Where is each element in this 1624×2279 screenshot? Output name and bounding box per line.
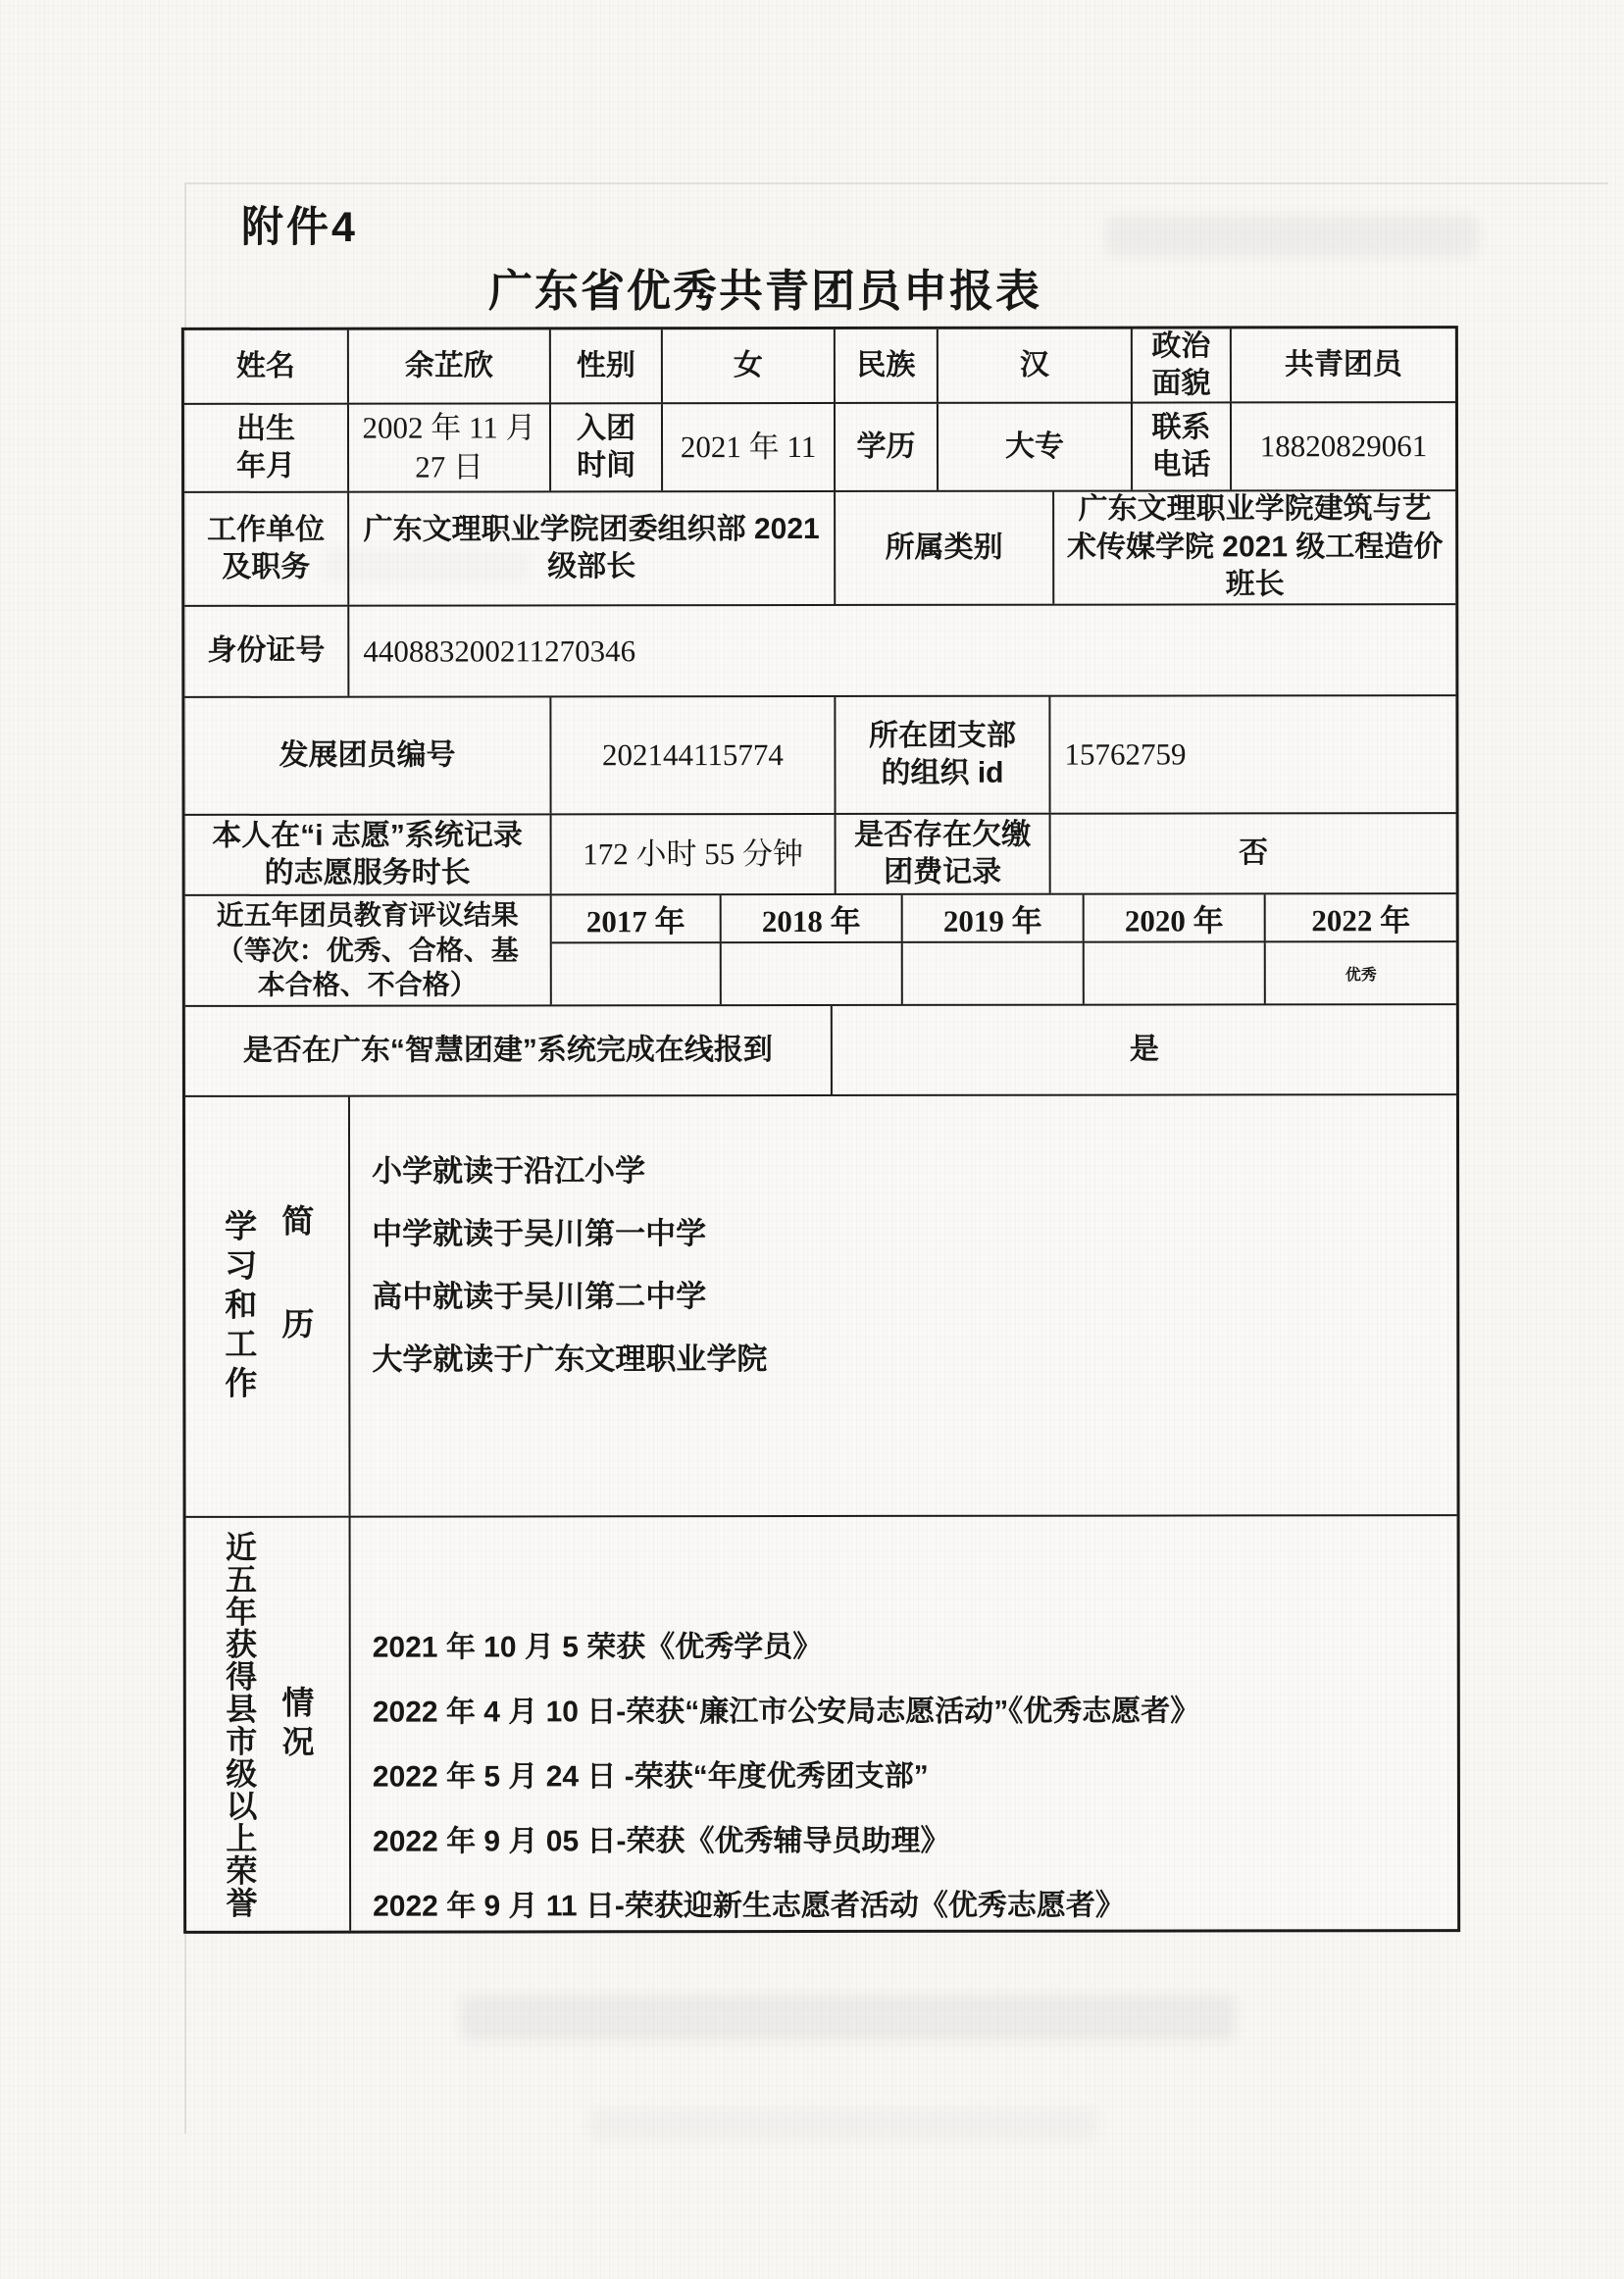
row-work-category: [184, 491, 1455, 607]
honor-line: 2022 年 4 月 10 日-荣获“廉江市公安局志愿活动”《优秀志愿者》: [372, 1695, 1200, 1729]
scan-bleedthrough-smudge: [588, 2108, 1098, 2142]
review-years-grid: [552, 894, 1456, 1004]
honor-line: 2021 年 10 月 5 荣获《优秀学员》: [372, 1630, 823, 1664]
year-2018-header: 2018 年: [722, 895, 903, 941]
org-id-label: 所在团支部 的组织 id: [836, 697, 1050, 813]
name-label: 姓名: [184, 330, 349, 403]
category-value: 广东文理职业学院建筑与艺 术传媒学院 2021 级工程造价 班长: [1066, 492, 1444, 601]
birth-date-label: 出生 年月: [184, 405, 349, 491]
honors-header-main: 近五年获得县市级以上荣誉: [221, 1530, 258, 1919]
year-2022-header: 2022 年: [1311, 903, 1411, 938]
year-2017-header: 2017 年: [552, 895, 722, 941]
scan-bleedthrough-smudge: [461, 1996, 1236, 2041]
honors-header-sub: 情况: [278, 1685, 315, 1764]
row-honors: [186, 1516, 1458, 1931]
id-number-label: 身份证号: [184, 607, 349, 696]
ethnicity-value: 汉: [939, 329, 1133, 402]
work-unit-label: 工作单位 及职务: [184, 493, 349, 605]
history-line: 大学就读于广东文理职业学院: [372, 1342, 768, 1377]
phone-label: 联系 电话: [1133, 403, 1232, 489]
name-value: 余芷欣: [349, 329, 551, 402]
id-number-value: 440883200211270346: [363, 633, 636, 669]
year-2022-result: 优秀: [1345, 966, 1377, 984]
study-work-history-content: [350, 1095, 1457, 1516]
study-work-history-header-main: 学习和工作: [221, 1208, 258, 1405]
row-dates-contact: [184, 403, 1455, 493]
study-work-history-header: [185, 1097, 351, 1516]
row-volunteer-arrears: [185, 814, 1456, 896]
year-2020-header: 2020 年: [1085, 894, 1266, 940]
birth-date-value: 2002 年 11 月 27 日: [349, 404, 551, 490]
join-league-date-value: 2021 年 11: [663, 404, 836, 490]
review-year-values: [552, 942, 1456, 1004]
fee-arrears-label: 是否存在欠缴 团费记录: [837, 815, 1051, 893]
gender-label: 性别: [551, 329, 663, 402]
ethnicity-label: 民族: [836, 329, 939, 402]
review-year-headers: [552, 894, 1456, 943]
online-checkin-label: 是否在广东“智慧团建”系统完成在线报到: [185, 1006, 833, 1095]
study-work-history-header-sub: 简历: [278, 1203, 315, 1410]
gender-value: 女: [663, 329, 836, 402]
row-study-work-history: [185, 1095, 1457, 1518]
honor-line: 2022 年 9 月 05 日-荣获《优秀辅导员助理》: [372, 1824, 950, 1858]
year-2019-result: [903, 943, 1085, 1004]
honors-content: [351, 1516, 1458, 1931]
row-online-checkin: [185, 1005, 1456, 1097]
year-2020-result: [1085, 942, 1266, 1003]
attachment-label: 附件4: [241, 204, 358, 251]
review-results-label: 近五年团员教育评议结果 （等次：优秀、合格、基 本合格、不合格）: [185, 895, 552, 1005]
application-form-table: [181, 326, 1460, 1934]
education-value: 大专: [939, 404, 1133, 490]
work-unit-value: 广东文理职业学院团委组织部 2021 级部长: [349, 492, 836, 605]
political-status-label: 政治 面貌: [1133, 329, 1232, 401]
year-2018-result: [722, 943, 903, 1004]
political-status-value: 共青团员: [1284, 347, 1402, 381]
history-line: 高中就读于吴川第二中学: [372, 1279, 707, 1314]
volunteer-hours-label: 本人在“i 志愿”系统记录 的志愿服务时长: [185, 815, 552, 894]
phone-value: 18820829061: [1259, 429, 1428, 464]
row-id-number: [184, 605, 1455, 698]
form-title: 广东省优秀共青团员申报表: [487, 266, 1041, 316]
honor-line: 2022 年 9 月 11 日-荣获迎新生志愿者活动《优秀志愿者》: [373, 1889, 1125, 1923]
education-label: 学历: [836, 404, 939, 490]
row-basic-identity: [184, 329, 1455, 405]
honors-header: [186, 1518, 352, 1931]
category-label: 所属类别: [836, 492, 1054, 604]
online-checkin-value: 是: [1129, 1033, 1159, 1066]
year-2017-result: [552, 943, 722, 1004]
history-line: 中学就读于吴川第一中学: [372, 1216, 707, 1251]
volunteer-hours-value: 172 小时 55 分钟: [552, 815, 837, 893]
honor-line: 2022 年 5 月 24 日 -荣获“年度优秀团支部”: [372, 1759, 929, 1794]
join-league-date-label: 入团 时间: [551, 404, 663, 490]
member-number-label: 发展团员编号: [184, 697, 551, 814]
scan-bleedthrough-smudge: [1106, 216, 1479, 257]
fee-arrears-value: 否: [1239, 836, 1269, 870]
row-review-results: [185, 894, 1456, 1007]
history-line: 小学就读于沿江小学: [372, 1153, 646, 1189]
member-number-value: 202144115774: [551, 697, 836, 813]
row-member-org: [184, 696, 1455, 816]
org-id-value: 15762759: [1064, 736, 1187, 772]
year-2019-header: 2019 年: [903, 895, 1085, 941]
